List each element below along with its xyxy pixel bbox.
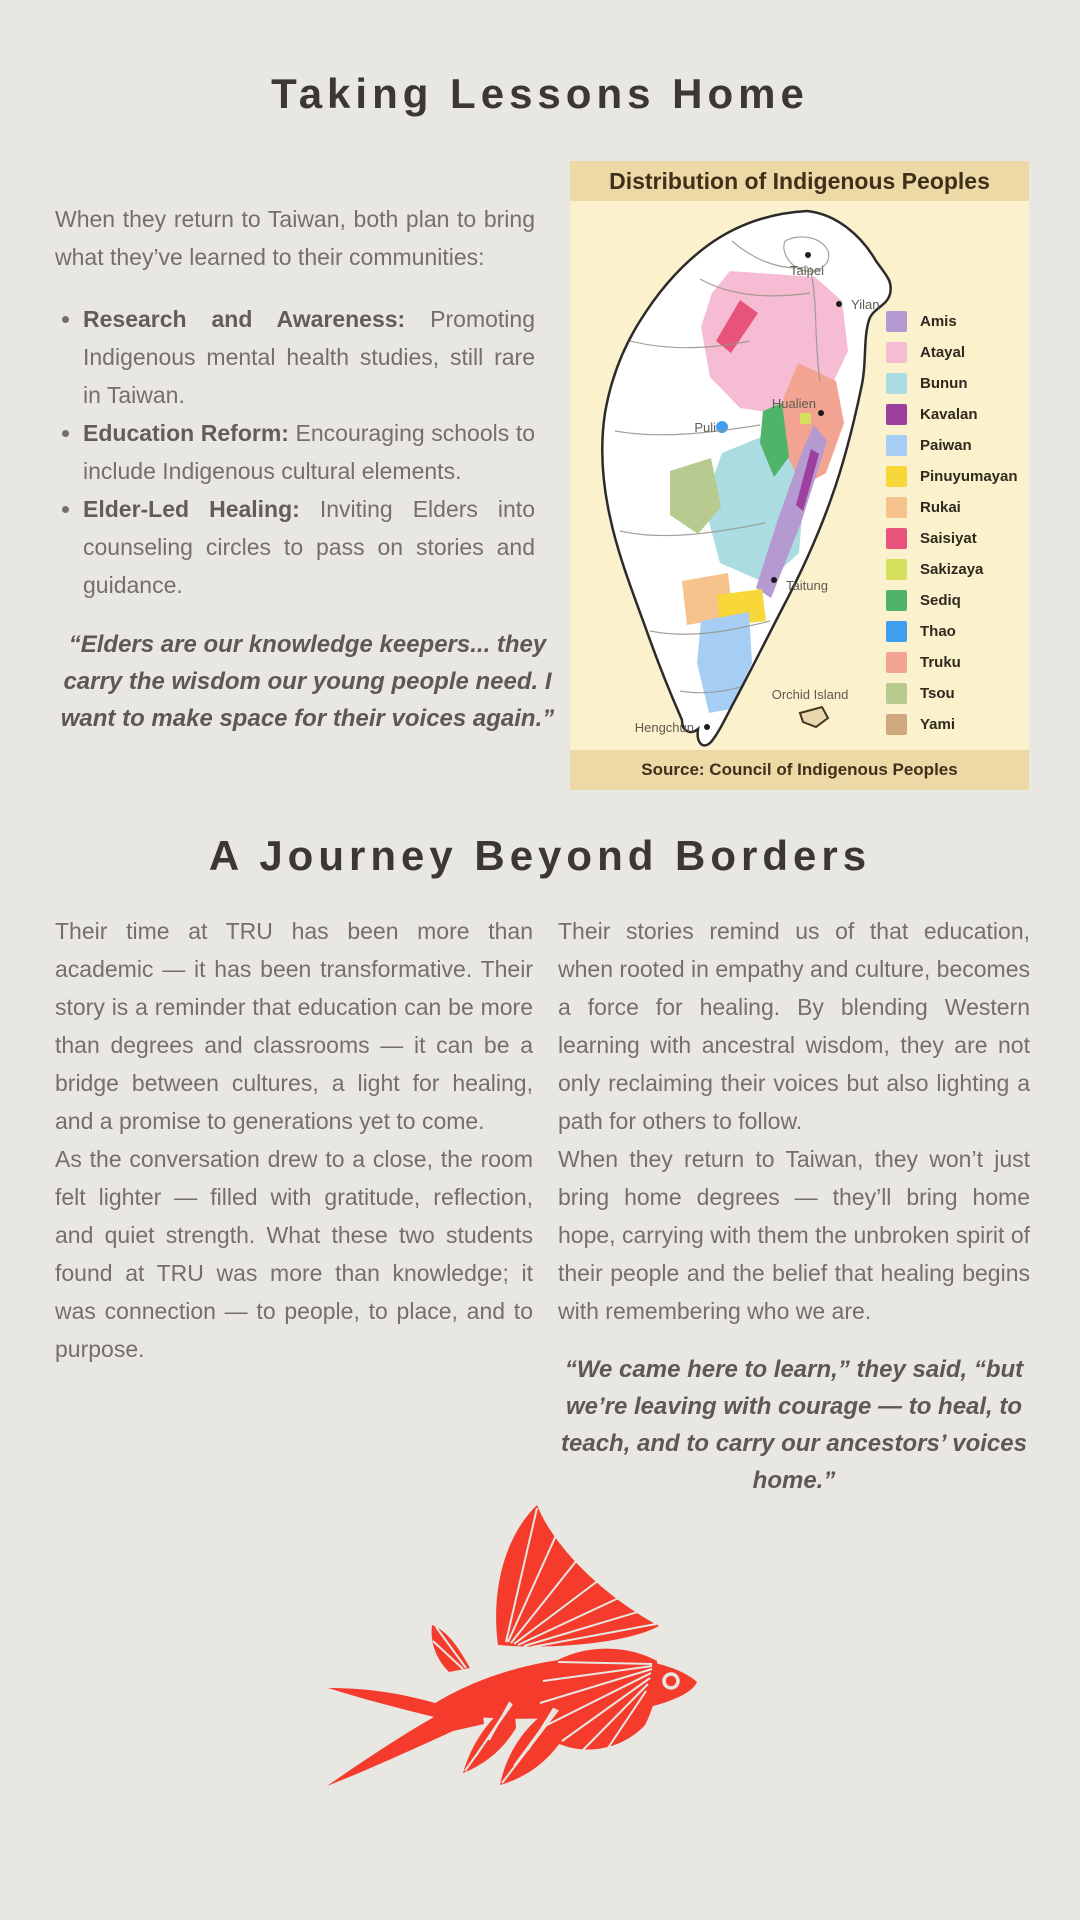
legend-label: Saisiyat — [920, 530, 977, 547]
fish-body-group — [327, 1505, 697, 1786]
section1-intro: When they return to Taiwan, both plan to bring what they’ve learned to their communities: — [55, 206, 535, 270]
list-item — [83, 490, 535, 604]
legend-row — [886, 404, 1018, 425]
bullet-lead: Research and Awareness: — [83, 306, 406, 332]
legend-swatch — [886, 714, 907, 735]
label-taitung: Taitung — [786, 578, 828, 593]
section1-left-column — [55, 200, 535, 604]
list-item — [83, 300, 535, 414]
closing-quote: “We came here to learn,” they said, “but we’re leaving with courage — to heal, to teach, and to carry our ancestors’ voices home.” — [561, 1356, 1027, 1494]
legend-row — [886, 528, 1018, 549]
label-hengchun: Hengchun — [634, 720, 694, 735]
bullet-text: Encouraging schools to include Indigenous cultural elements. — [83, 420, 536, 484]
legend-row — [886, 373, 1018, 394]
legend-row — [886, 714, 1018, 735]
legend-row — [886, 311, 1018, 332]
legend-row — [886, 621, 1018, 642]
legend-row — [886, 342, 1018, 363]
bullet-lead: Elder-Led Healing: — [83, 496, 300, 522]
legend-label: Sakizaya — [920, 561, 984, 578]
map-body — [570, 201, 1029, 750]
section2-left-column — [55, 912, 533, 1368]
legend-swatch — [886, 311, 907, 332]
legend-swatch — [886, 373, 907, 394]
legend-label: Kavalan — [920, 406, 978, 423]
indigenous-peoples-map — [570, 161, 1029, 790]
section2-right-column — [558, 912, 1030, 1499]
bullet-text: Promoting Indigenous mental health studies, still rare in Taiwan. — [83, 306, 535, 408]
legend-swatch — [886, 404, 907, 425]
legend-swatch — [886, 652, 907, 673]
paragraph: When they return to Taiwan, they won’t just bring home degrees — they’ll bring home hope, carrying with them the unbroken spirit of their people and the belief that healing begins with remembering who we are. — [558, 1146, 1030, 1324]
section1-title: Taking Lessons Home — [271, 70, 809, 117]
paragraph: As the conversation drew to a close, the room felt lighter — filled with gratitude, reflection, and quiet strength. What these two students found at TRU was more than knowledge; it was connection — to people, to place, and to purpose. — [55, 1146, 533, 1362]
legend-label: Thao — [920, 623, 956, 640]
region-sakizaya — [800, 413, 811, 424]
legend-label: Tsou — [920, 685, 955, 702]
label-yilan: Yilan — [851, 297, 880, 312]
legend-row — [886, 652, 1018, 673]
label-taipei: Taipei — [790, 263, 824, 278]
bullet-text: Inviting Elders into counseling circles to pass on stories and guidance. — [83, 496, 535, 598]
legend-label: Amis — [920, 313, 957, 330]
map-source: Source: Council of Indigenous Peoples — [570, 750, 1029, 790]
label-hualien: Hualien — [771, 396, 816, 411]
orchid-island-shape — [800, 707, 828, 727]
legend-swatch — [886, 528, 907, 549]
section2-title: A Journey Beyond Borders — [208, 832, 872, 879]
legend-row — [886, 683, 1018, 704]
flying-fish-illustration — [300, 1498, 720, 1798]
legend-label: Atayal — [920, 344, 966, 361]
legend-swatch — [886, 497, 907, 518]
legend-row — [886, 466, 1018, 487]
legend-label: Sediq — [920, 592, 961, 609]
legend-swatch — [886, 342, 907, 363]
legend-row — [886, 590, 1018, 611]
legend-label: Paiwan — [920, 437, 972, 454]
section1-bullet-list — [55, 300, 535, 604]
bullet-lead: Education Reform: — [83, 420, 289, 446]
legend-label: Rukai — [920, 499, 961, 516]
legend-row — [886, 559, 1018, 580]
legend-label: Yami — [920, 716, 956, 733]
legend-swatch — [886, 466, 907, 487]
paragraph: Their time at TRU has been more than academic — it has been transformative. Their story is a reminder that education can be more than degrees and classrooms — it can be a bridge between cultures, a light for healing, and a promise to generations yet to come. — [55, 918, 533, 1134]
legend-swatch — [886, 590, 907, 611]
legend-label: Pinuyumayan — [920, 468, 1018, 485]
legend-label: Truku — [920, 654, 961, 671]
label-orchid-island: Orchid Island — [771, 687, 849, 702]
legend-row — [886, 435, 1018, 456]
legend-swatch — [886, 435, 907, 456]
map-legend — [886, 311, 1018, 745]
map-title: Distribution of Indigenous Peoples — [570, 161, 1029, 201]
legend-label: Bunun — [920, 375, 968, 392]
list-item — [83, 414, 535, 490]
legend-swatch — [886, 621, 907, 642]
legend-swatch — [886, 683, 907, 704]
elders-quote: “Elders are our knowledge keepers... they carry the wisdom our young people need. I want to make space for their voices again.” — [60, 631, 555, 732]
legend-swatch — [886, 559, 907, 580]
paragraph: Their stories remind us of that education, when rooted in empathy and culture, becomes a force for healing. By blending Western learning with ancestral wisdom, they are not only reclaiming their voices but also lighting a path for others to follow. — [558, 918, 1030, 1134]
label-puli: Puli — [694, 420, 716, 435]
legend-row — [886, 497, 1018, 518]
